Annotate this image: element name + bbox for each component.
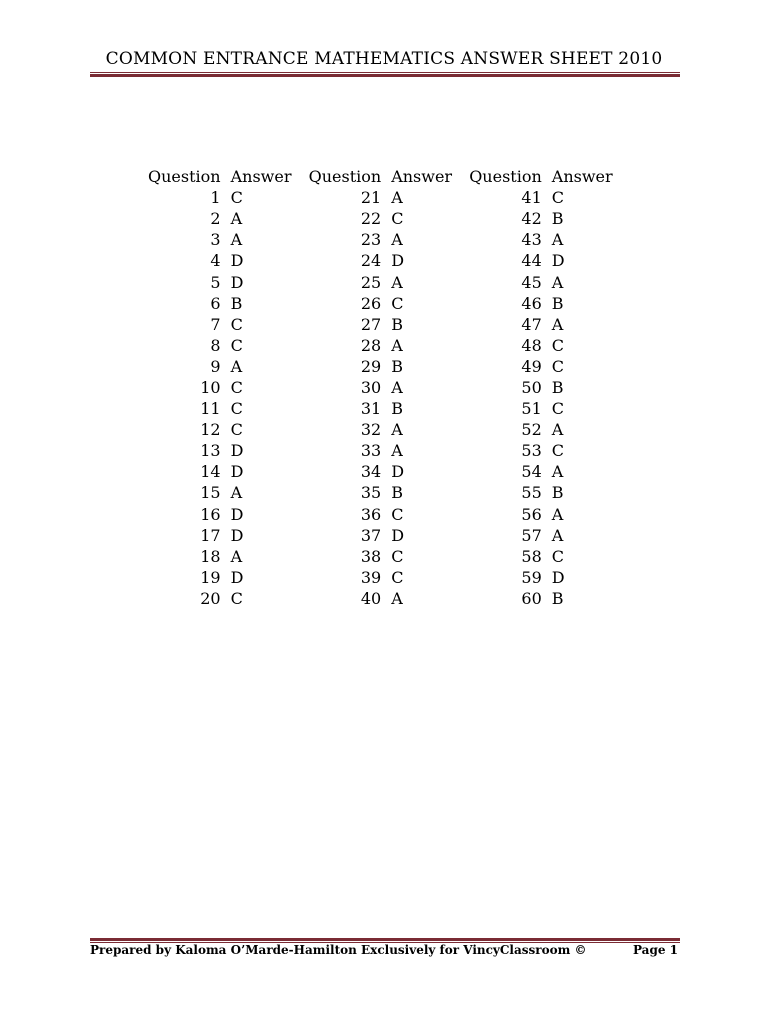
- question-number: 54: [521, 462, 542, 482]
- answer-letter: C: [230, 314, 243, 334]
- question-number: 26: [360, 293, 382, 313]
- answer-letter: A: [230, 546, 243, 566]
- table-row: [148, 440, 630, 461]
- answer-letter: B: [391, 399, 403, 419]
- table-row: [148, 314, 630, 335]
- answer-letter: A: [391, 188, 403, 208]
- question-number: 5: [210, 272, 221, 292]
- question-number: 25: [360, 272, 382, 292]
- question-number: 9: [210, 356, 221, 376]
- question-number: 6: [210, 293, 221, 313]
- answer-letter: B: [391, 356, 403, 376]
- answer-letter: A: [391, 377, 403, 397]
- page-number: Page 1: [632, 943, 678, 957]
- answer-letter: D: [391, 251, 405, 271]
- answer-letter: B: [551, 209, 564, 229]
- answer-letter: D: [230, 251, 244, 271]
- answer-letter: A: [391, 230, 403, 250]
- answer-letter: C: [230, 588, 243, 608]
- answer-letter: D: [391, 525, 405, 545]
- question-number: 58: [521, 546, 542, 566]
- question-number: 35: [360, 483, 382, 503]
- question-number: 53: [521, 441, 542, 461]
- question-number: 46: [521, 293, 542, 313]
- answer-letter: C: [230, 420, 243, 440]
- answer-letter: B: [391, 314, 403, 334]
- question-number: 49: [521, 356, 542, 376]
- question-number: 4: [210, 251, 221, 271]
- answer-letter: A: [551, 420, 564, 440]
- question-number: 15: [200, 483, 221, 503]
- question-number: 8: [210, 335, 221, 355]
- table-row: [148, 187, 630, 208]
- answer-letter: C: [551, 188, 565, 208]
- table-row: [148, 504, 630, 525]
- table-row: [148, 250, 630, 271]
- question-number: 16: [200, 504, 221, 524]
- question-number: 21: [360, 188, 382, 208]
- question-number: 34: [360, 462, 382, 482]
- answer-letter: D: [551, 251, 565, 271]
- question-number: 28: [360, 335, 382, 355]
- question-number: 51: [521, 399, 542, 419]
- question-number: 44: [521, 251, 542, 271]
- question-number: 19: [200, 567, 221, 587]
- table-row: [148, 335, 630, 356]
- question-number: 32: [360, 420, 382, 440]
- question-number: 56: [521, 504, 542, 524]
- answer-letter: A: [391, 272, 403, 292]
- answer-letter: D: [230, 462, 244, 482]
- table-row: [148, 588, 630, 609]
- question-number: 37: [360, 525, 382, 545]
- answer-letter: D: [230, 272, 244, 292]
- answer-letter: D: [230, 441, 244, 461]
- question-number: 20: [200, 588, 221, 608]
- answer-letter: A: [391, 420, 403, 440]
- question-number: 48: [521, 335, 542, 355]
- answer-letter: B: [551, 377, 564, 397]
- question-number: 17: [200, 525, 221, 545]
- answer-letter: B: [551, 293, 564, 313]
- question-number: 39: [360, 567, 382, 587]
- question-number: 29: [360, 356, 382, 376]
- answer-letter: D: [230, 567, 244, 587]
- table-row: [148, 229, 630, 250]
- table-row: [148, 525, 630, 546]
- question-number: 50: [521, 377, 542, 397]
- answer-letter: B: [551, 588, 564, 608]
- footer-credit: Prepared by Kaloma O’Marde-Hamilton Exclusively for VincyClassroom ©: [90, 943, 587, 957]
- answer-letter: D: [230, 525, 244, 545]
- answer-letter: B: [230, 293, 243, 313]
- question-number: 45: [521, 272, 542, 292]
- answer-letter: C: [230, 335, 243, 355]
- answer-letter: A: [551, 230, 564, 250]
- answer-table: [148, 166, 630, 609]
- answer-letter: A: [391, 588, 403, 608]
- table-row: [148, 377, 630, 398]
- question-number: 27: [360, 314, 382, 334]
- question-number: 57: [521, 525, 542, 545]
- answer-letter: A: [230, 209, 243, 229]
- question-number: 30: [360, 377, 382, 397]
- answer-letter: A: [551, 525, 564, 545]
- footer-rule-top: [90, 938, 680, 941]
- answer-letter: A: [551, 272, 564, 292]
- question-number: 52: [521, 420, 542, 440]
- question-number: 22: [360, 209, 382, 229]
- question-number: 24: [360, 251, 382, 271]
- question-number: 11: [200, 399, 221, 419]
- answer-letter: C: [391, 293, 404, 313]
- question-number: 14: [200, 462, 221, 482]
- answer-letter: A: [391, 335, 403, 355]
- question-number: 23: [360, 230, 382, 250]
- table-row: [148, 293, 630, 314]
- answer-letter: A: [391, 441, 403, 461]
- answer-letter: C: [551, 441, 565, 461]
- question-number: 38: [360, 546, 382, 566]
- answer-letter: B: [391, 483, 403, 503]
- question-number: 59: [521, 567, 542, 587]
- question-number: 2: [210, 209, 221, 229]
- question-number: 36: [360, 504, 382, 524]
- table-row: [148, 356, 630, 377]
- answer-letter: C: [230, 377, 243, 397]
- table-header-row: [148, 166, 630, 187]
- column-header-answer-1: Answer: [230, 167, 292, 187]
- answer-letter: C: [391, 546, 404, 566]
- column-header-question-2: Question: [308, 167, 382, 187]
- question-number: 13: [200, 441, 221, 461]
- answer-letter: A: [230, 230, 243, 250]
- table-row: [148, 419, 630, 440]
- table-row: [148, 398, 630, 419]
- answer-letter: C: [551, 399, 565, 419]
- question-number: 33: [360, 441, 382, 461]
- table-row: [148, 567, 630, 588]
- answer-letter: D: [230, 504, 244, 524]
- answer-letter: D: [391, 462, 405, 482]
- answer-letter: C: [391, 504, 404, 524]
- answer-letter: C: [230, 399, 243, 419]
- answer-letter: C: [391, 209, 404, 229]
- answer-letter: B: [551, 483, 564, 503]
- column-header-question-1: Question: [148, 167, 221, 187]
- page-title: COMMON ENTRANCE MATHEMATICS ANSWER SHEET 2010: [105, 49, 663, 69]
- table-row: [148, 461, 630, 482]
- question-number: 42: [521, 209, 542, 229]
- answer-table-body: [148, 187, 630, 609]
- question-number: 41: [521, 188, 542, 208]
- table-row: [148, 271, 630, 292]
- question-number: 31: [360, 399, 382, 419]
- answer-letter: A: [551, 504, 564, 524]
- question-number: 1: [210, 188, 221, 208]
- question-number: 40: [360, 588, 382, 608]
- question-number: 12: [200, 420, 221, 440]
- column-header-answer-3: Answer: [551, 167, 613, 187]
- answer-letter: C: [230, 188, 243, 208]
- answer-letter: C: [391, 567, 404, 587]
- table-row: [148, 482, 630, 503]
- answer-letter: C: [551, 335, 565, 355]
- answer-letter: D: [551, 567, 565, 587]
- question-number: 55: [521, 483, 542, 503]
- answer-letter: A: [551, 314, 564, 334]
- header-rule-bottom: [90, 74, 680, 77]
- answer-letter: A: [230, 483, 243, 503]
- answer-letter: C: [551, 546, 565, 566]
- answer-letter: A: [551, 462, 564, 482]
- question-number: 10: [200, 377, 221, 397]
- column-header-question-3: Question: [469, 167, 542, 187]
- answer-letter: C: [551, 356, 565, 376]
- table-row: [148, 546, 630, 567]
- question-number: 43: [521, 230, 542, 250]
- question-number: 3: [210, 230, 221, 250]
- question-number: 18: [200, 546, 221, 566]
- question-number: 60: [521, 588, 542, 608]
- answer-letter: A: [230, 356, 243, 376]
- table-row: [148, 208, 630, 229]
- column-header-answer-2: Answer: [391, 167, 453, 187]
- question-number: 7: [210, 314, 221, 334]
- question-number: 47: [521, 314, 542, 334]
- header-rule-top: [90, 72, 680, 73]
